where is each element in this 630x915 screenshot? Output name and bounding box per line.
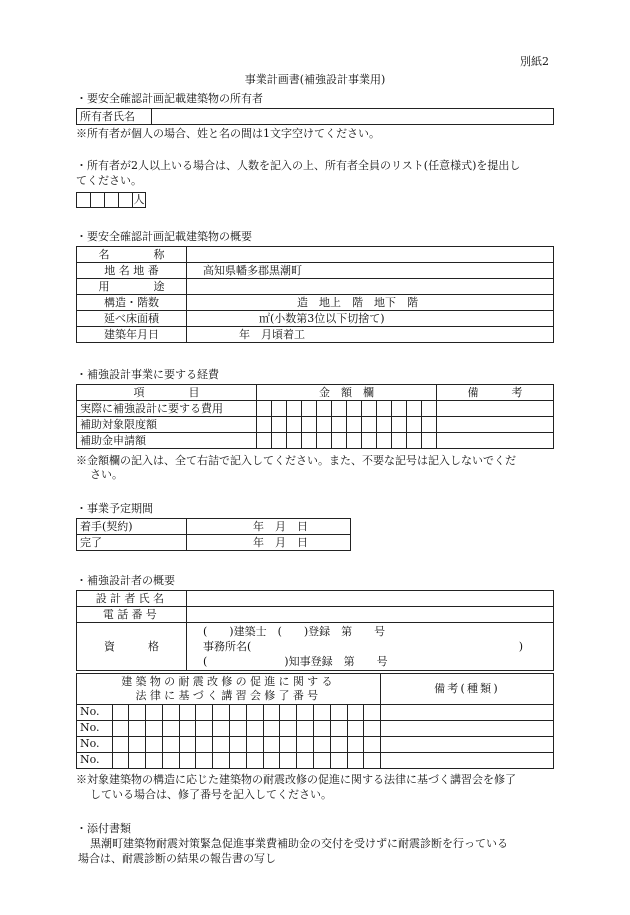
course-number-cell[interactable] — [77, 737, 381, 753]
cost-row-label: 実際に補強設計に要する費用 — [77, 401, 257, 417]
building-row-address — [77, 263, 554, 279]
building-row-floor-area — [77, 311, 554, 327]
schedule-value[interactable]: 年 月 日 — [187, 519, 351, 535]
owner-count-digit-4[interactable] — [118, 192, 133, 208]
building-value[interactable]: 高知県幡多郡黒潮町 — [187, 263, 554, 279]
course-row — [77, 721, 554, 737]
owner-count-unit: 人 — [133, 193, 145, 206]
course-remarks-header: 備考(種類) — [381, 674, 554, 705]
owner-table — [76, 108, 554, 125]
course-row — [77, 753, 554, 769]
course-row — [77, 705, 554, 721]
building-value[interactable]: 造 地上 階 地下 階 — [187, 295, 554, 311]
owner-heading: ・要安全確認計画記載建築物の所有者 — [76, 92, 263, 105]
cost-col-amount: 金 額 欄 — [257, 385, 437, 401]
cost-col-remarks: 備 考 — [437, 385, 554, 401]
no-label: No. — [77, 721, 113, 736]
course-remarks-field[interactable] — [381, 737, 554, 753]
course-remarks-field[interactable] — [381, 705, 554, 721]
cost-row — [77, 433, 554, 449]
cost-row — [77, 401, 554, 417]
course-number-cell[interactable] — [77, 705, 381, 721]
owner-multi-note-1: ・所有者が2人以上いる場合は、人数を記入の上、所有者全員のリスト(任意様式)を提出し — [76, 159, 521, 172]
course-remarks-field[interactable] — [381, 753, 554, 769]
schedule-label: 完了 — [77, 535, 187, 551]
attachments-heading: ・添付書類 — [76, 822, 131, 835]
owner-count-boxes — [76, 192, 145, 208]
designer-qual-field[interactable] — [187, 623, 554, 671]
owner-count-digit-1[interactable] — [76, 192, 91, 208]
owner-name-field[interactable] — [152, 109, 554, 125]
cost-table — [76, 384, 554, 449]
building-row-built-date — [77, 327, 554, 343]
no-label: No. — [77, 705, 113, 720]
building-value[interactable] — [187, 247, 554, 263]
schedule-label: 着手(契約) — [77, 519, 187, 535]
qual-line-1: ( )建築士 ( )登録 第 号 — [203, 625, 386, 638]
owner-note: ※所有者が個人の場合、姓と名の間は1文字空けてください。 — [76, 127, 380, 140]
designer-heading: ・補強設計者の概要 — [76, 574, 175, 587]
building-label: 構造・階数 — [77, 295, 187, 311]
cost-remarks-field[interactable] — [437, 433, 554, 449]
owner-multi-note-2: てください。 — [76, 174, 142, 187]
cost-row — [77, 417, 554, 433]
designer-qual-label: 資 格 — [77, 623, 187, 671]
cost-note-1: ※金額欄の記入は、全て右詰で記入してください。また、不要な記号は記入しないでくだ — [76, 454, 516, 467]
schedule-row-start — [77, 519, 351, 535]
course-header-line-1: 建築物の耐震改修の促進に関する — [121, 675, 336, 688]
course-header-line-2: 法律に基づく講習会修了番号 — [135, 689, 322, 702]
designer-phone-label: 電話番号 — [77, 607, 187, 623]
schedule-table — [76, 518, 351, 551]
building-value[interactable]: 年 月頃着工 — [187, 327, 554, 343]
cost-amount-grid[interactable] — [257, 401, 437, 417]
qual-office-close: ) — [518, 640, 523, 653]
schedule-value[interactable]: 年 月 日 — [187, 535, 351, 551]
designer-note-1: ※対象建築物の構造に応じた建築物の耐震改修の促進に関する法律に基づく講習会を修了 — [76, 773, 516, 786]
qual-line-2 — [203, 639, 550, 654]
qual-line-3: ( )知事登録 第 号 — [203, 655, 388, 668]
schedule-heading: ・事業予定期間 — [76, 502, 153, 515]
cost-amount-grid[interactable] — [257, 417, 437, 433]
building-label: 地 名 地 番 — [77, 263, 187, 279]
no-label: No. — [77, 753, 113, 768]
building-row-structure — [77, 295, 554, 311]
building-row-name — [77, 247, 554, 263]
course-row — [77, 737, 554, 753]
building-label: 建築年月日 — [77, 327, 187, 343]
designer-name-field[interactable] — [187, 591, 554, 607]
owner-count-digit-3[interactable] — [104, 192, 119, 208]
building-row-use — [77, 279, 554, 295]
cost-col-item: 項 目 — [77, 385, 257, 401]
cost-note-2: さい。 — [90, 468, 123, 481]
qual-office-label: 事務所名( — [203, 640, 252, 653]
owner-name-label: 所有者氏名 — [77, 109, 152, 125]
building-table — [76, 246, 554, 343]
cost-heading: ・補強設計事業に要する経費 — [76, 368, 219, 381]
no-label: No. — [77, 737, 113, 752]
owner-count-digit-2[interactable] — [90, 192, 105, 208]
building-label: 用 途 — [77, 279, 187, 295]
designer-table — [76, 590, 554, 671]
attachments-line-1: 黒潮町建築物耐震対策緊急促進事業費補助金の交付を受けずに耐震診断を行っている — [90, 837, 508, 850]
cost-remarks-field[interactable] — [437, 401, 554, 417]
building-value[interactable] — [187, 279, 554, 295]
course-number-cell[interactable] — [77, 721, 381, 737]
course-header — [77, 674, 381, 705]
cost-row-label: 補助金申請額 — [77, 433, 257, 449]
attachment-label: 別紙2 — [520, 55, 549, 68]
course-table — [76, 673, 554, 769]
attachments-line-2: 場合は、耐震診断の結果の報告書の写し — [78, 852, 276, 865]
course-remarks-field[interactable] — [381, 721, 554, 737]
building-label: 名 称 — [77, 247, 187, 263]
cost-row-label: 補助対象限度額 — [77, 417, 257, 433]
designer-note-2: している場合は、修了番号を記入してください。 — [90, 788, 332, 801]
page-title: 事業計画書(補強設計事業用) — [244, 73, 386, 86]
building-heading: ・要安全確認計画記載建築物の概要 — [76, 230, 252, 243]
building-label: 延べ床面積 — [77, 311, 187, 327]
designer-phone-field[interactable] — [187, 607, 554, 623]
cost-remarks-field[interactable] — [437, 417, 554, 433]
cost-amount-grid[interactable] — [257, 433, 437, 449]
designer-name-label: 設計者氏名 — [77, 591, 187, 607]
schedule-row-end — [77, 535, 351, 551]
building-value[interactable]: ㎡(小数第3位以下切捨て) — [187, 311, 554, 327]
course-number-cell[interactable] — [77, 753, 381, 769]
